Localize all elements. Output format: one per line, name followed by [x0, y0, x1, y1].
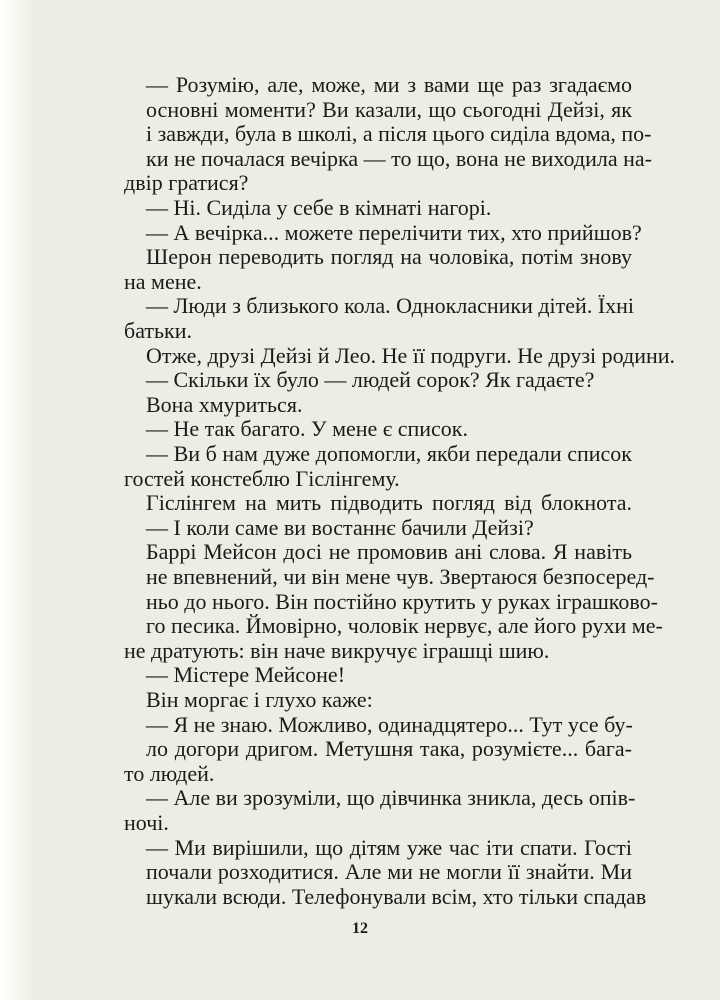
text-line-15: — Не так багато. У мене є список. [146, 416, 468, 442]
text-line-33: почали розходитися. Але ми не могли її знайти. Ми [146, 859, 632, 885]
text-line-25: — Містере Мейсоне! [146, 662, 346, 688]
text-line-09: на мене. [124, 268, 202, 294]
text-line-27: — Я не знаю. Можливо, одинадцятеро... Тут усе бу- [146, 711, 633, 737]
text-line-14: Вона хмуриться. [146, 391, 303, 417]
text-line-04: ки не почалася вечірка — то що, вона не виходила на- [146, 145, 652, 171]
text-line-23: го песика. Ймовірно, чоловік нервує, але його рухи ме- [146, 613, 663, 639]
text-line-07: — А вечірка... можете перелічити тих, хто прийшов? [146, 219, 642, 245]
text-line-28: ло догори дригом. Метушня така, розумієте... бага- [146, 736, 632, 762]
text-line-26: Він моргає і глухо каже: [146, 687, 373, 712]
text-line-13: — Скільки їх було — людей сорок? Як гадаєте? [146, 367, 595, 393]
text-line-32: — Ми вирішили, що дітям уже час іти спати. Гості [146, 834, 632, 860]
text-line-21: не впевнений, чи він мене чув. Звертаюся безпосеред- [146, 564, 655, 589]
text-line-11: батьки. [124, 318, 192, 343]
page-number: 12 [352, 920, 368, 937]
text-line-29: то людей. [124, 760, 215, 786]
text-line-20: Баррі Мейсон досі не промовив ані слова. Я навіть [146, 539, 632, 565]
text-line-16: — Ви б нам дуже допомогли, якби передали список [146, 441, 632, 466]
text-line-12: Отже, друзі Дейзі й Лео. Не її подруги. Не друзі родини. [146, 342, 676, 368]
text-line-24: не дратують: він наче викручує іграшці шию. [124, 637, 550, 663]
text-line-06: — Ні. Сиділа у себе в кімнаті нагорі. [146, 195, 492, 220]
text-line-08: Шерон переводить погляд на чоловіка, потім знову [146, 244, 632, 270]
text-line-31: ночі. [124, 810, 169, 835]
text-line-30: — Але ви зрозуміли, що дівчинка зникла, десь опів- [146, 785, 636, 811]
text-line-34: шукали всюди. Телефонували всім, хто тільки спадав [146, 883, 647, 909]
text-line-19: — І коли саме ви востаннє бачили Дейзі? [146, 514, 534, 540]
text-line-17: гостей констеблю Гіслінгему. [124, 465, 400, 491]
text-line-18: Гіслінгем на мить підводить погляд від блокнота. [146, 490, 632, 516]
text-line-05: двір гратися? [124, 170, 249, 196]
text-line-10: — Люди з близького кола. Однокласники дітей. Їхні [146, 293, 635, 319]
text-line-01: — Розумію, але, може, ми з вами ще раз згадаємо [146, 72, 632, 97]
text-line-03: і завжди, була в школі, а після цього сиділа вдома, по- [146, 121, 652, 147]
text-line-22: ньо до нього. Він постійно крутить у руках іграшково- [146, 588, 658, 614]
text-line-02: основні моменти? Ви казали, що сьогодні Дейзі, як [146, 96, 632, 122]
